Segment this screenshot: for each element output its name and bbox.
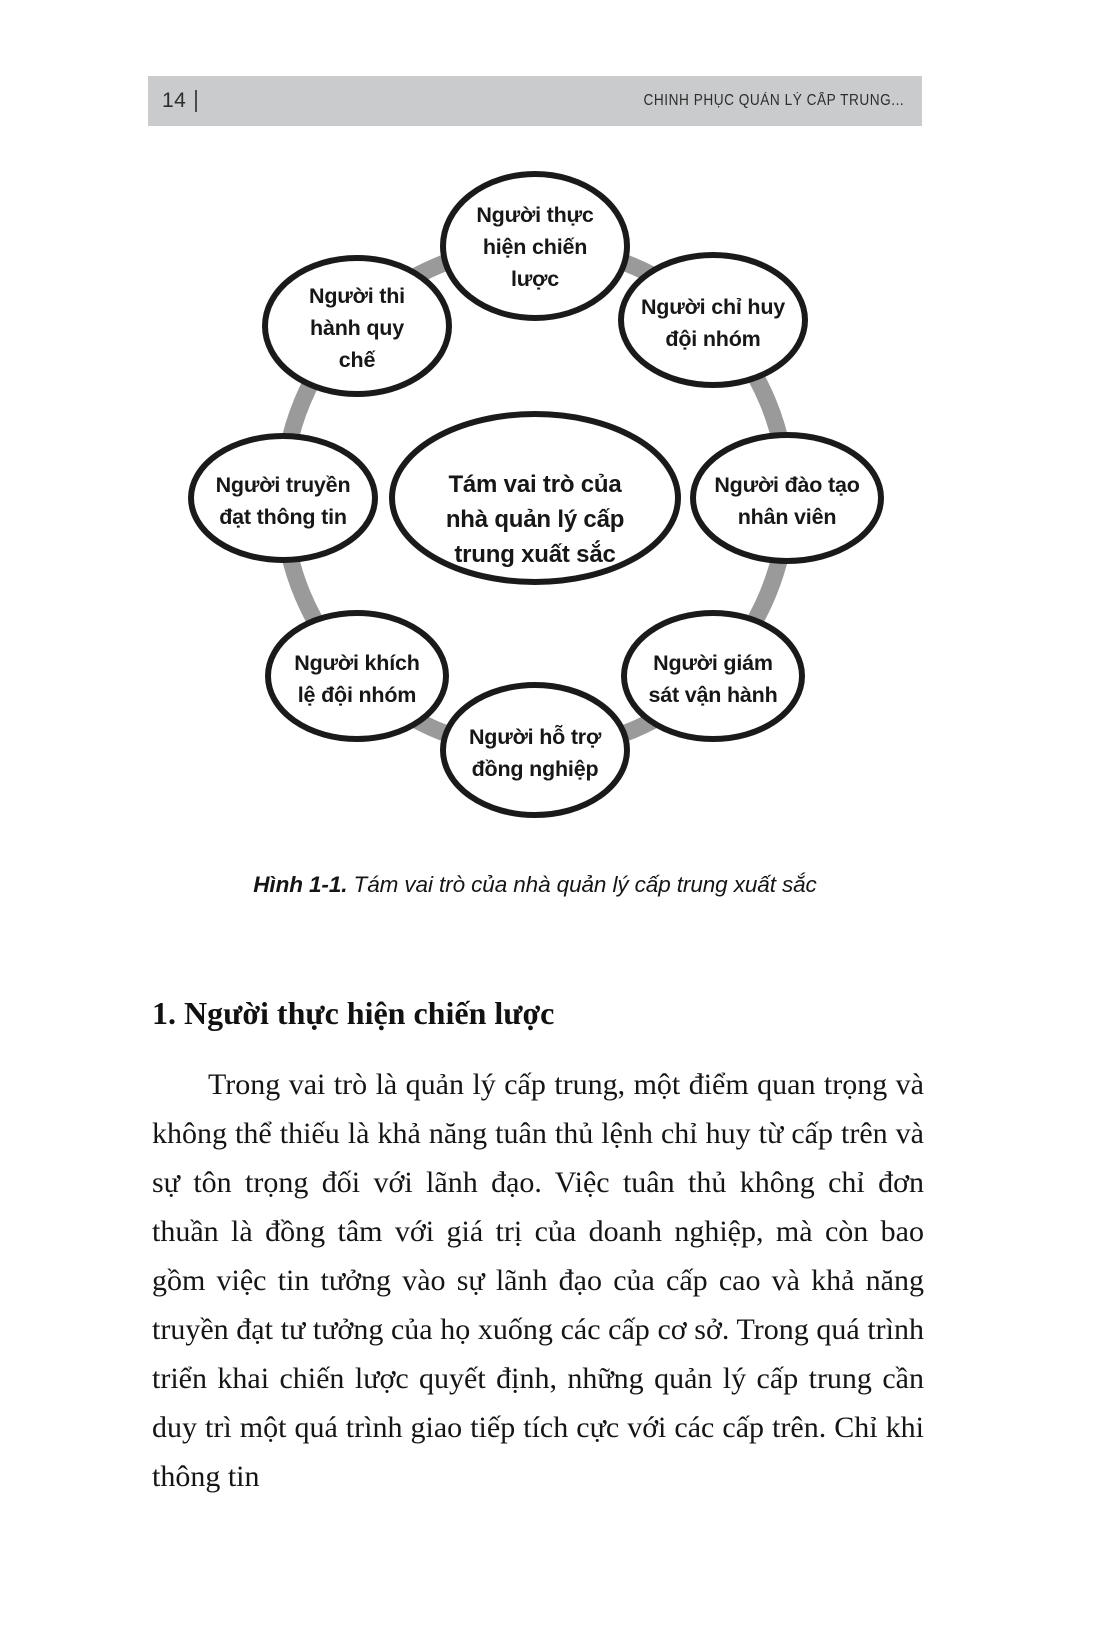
node-label-line1: Người đào tạo xyxy=(714,473,860,497)
diagram-svg xyxy=(148,150,922,850)
node-label-line2: hành quy xyxy=(310,316,404,340)
node-label-line2: hiện chiến xyxy=(482,235,588,259)
node-nguoi-truyen-dat-thong-tin[interactable] xyxy=(191,436,375,560)
node-nguoi-thi-hanh-quy-che[interactable] xyxy=(265,258,449,394)
node-label-line2: đồng nghiệp xyxy=(471,757,599,781)
body-paragraph: Trong vai trò là quản lý cấp trung, một điểm quan trọng và không thể thiếu là khả năng tuân thủ lệnh chỉ huy từ cấp trên và sự tôn trọng đối với lãnh đạo. Việc tuân thủ không chỉ đơn thuần là đồng tâm với giá trị của doanh nghiệp, mà còn bao gồm việc tin tưởng vào sự lãnh đạo của cấp cao và khả năng truyền đạt tư tưởng của họ xuống các cấp cơ sở. Trong quá trình triển khai chiến lược quyết định, những quản lý cấp trung cần duy trì một quá trình giao tiếp tích cực với các cấp trên. Chỉ khi thông tin xyxy=(152,1068,924,1493)
node-nguoi-thuc-hien-chien-luoc[interactable] xyxy=(443,174,627,318)
figure-caption-text: Tám vai trò của nhà quản lý cấp trung xuất sắc xyxy=(347,872,817,897)
node-nguoi-chi-huy-doi-nhom[interactable] xyxy=(621,255,805,385)
folio-divider xyxy=(195,90,197,112)
center-node xyxy=(392,414,678,582)
running-header-bar xyxy=(148,76,922,126)
node-label-line3: lược xyxy=(511,267,559,291)
node-nguoi-giam-sat-van-hanh[interactable] xyxy=(624,613,802,739)
node-nguoi-ho-tro-dong-nghiep[interactable] xyxy=(443,685,627,815)
node-label-line1: Người thi xyxy=(309,284,405,308)
node-label-line1: Người giám xyxy=(653,651,773,675)
node-label-line2: đội nhóm xyxy=(665,327,761,351)
node-nguoi-dao-tao-nhan-vien[interactable] xyxy=(693,435,881,561)
running-title: CHINH PHỤC QUẢN LÝ CẤP TRUNG... xyxy=(643,92,904,109)
node-label-line2: sát vận hành xyxy=(648,683,778,707)
node-label-line1: Người chỉ huy xyxy=(640,295,786,319)
node-label-line1: Người truyền xyxy=(215,473,351,497)
figure-caption xyxy=(148,872,922,898)
node-label-line2: lệ đội nhóm xyxy=(297,683,417,707)
page-number: 14 xyxy=(162,89,187,112)
node-label-line2: nhân viên xyxy=(737,505,837,529)
center-label-line1: Tám vai trò của xyxy=(448,471,622,498)
node-label-line1: Người hỗ trợ xyxy=(468,725,602,749)
node-nguoi-khich-le-doi-nhom[interactable] xyxy=(268,613,446,739)
figure-eight-roles-diagram xyxy=(148,150,922,850)
page-folio xyxy=(162,89,197,113)
section-heading: 1. Người thực hiện chiến lược xyxy=(152,994,555,1031)
figure-caption-number: Hình 1-1. xyxy=(253,872,348,897)
node-label-line1: Người thực xyxy=(476,203,594,227)
center-label-line2: nhà quản lý cấp xyxy=(445,506,625,533)
node-label-line3: chế xyxy=(338,348,376,372)
node-label-line2: đạt thông tin xyxy=(219,505,347,529)
node-label-line1: Người khích xyxy=(294,651,420,675)
center-label-line3: trung xuất sắc xyxy=(454,541,616,568)
